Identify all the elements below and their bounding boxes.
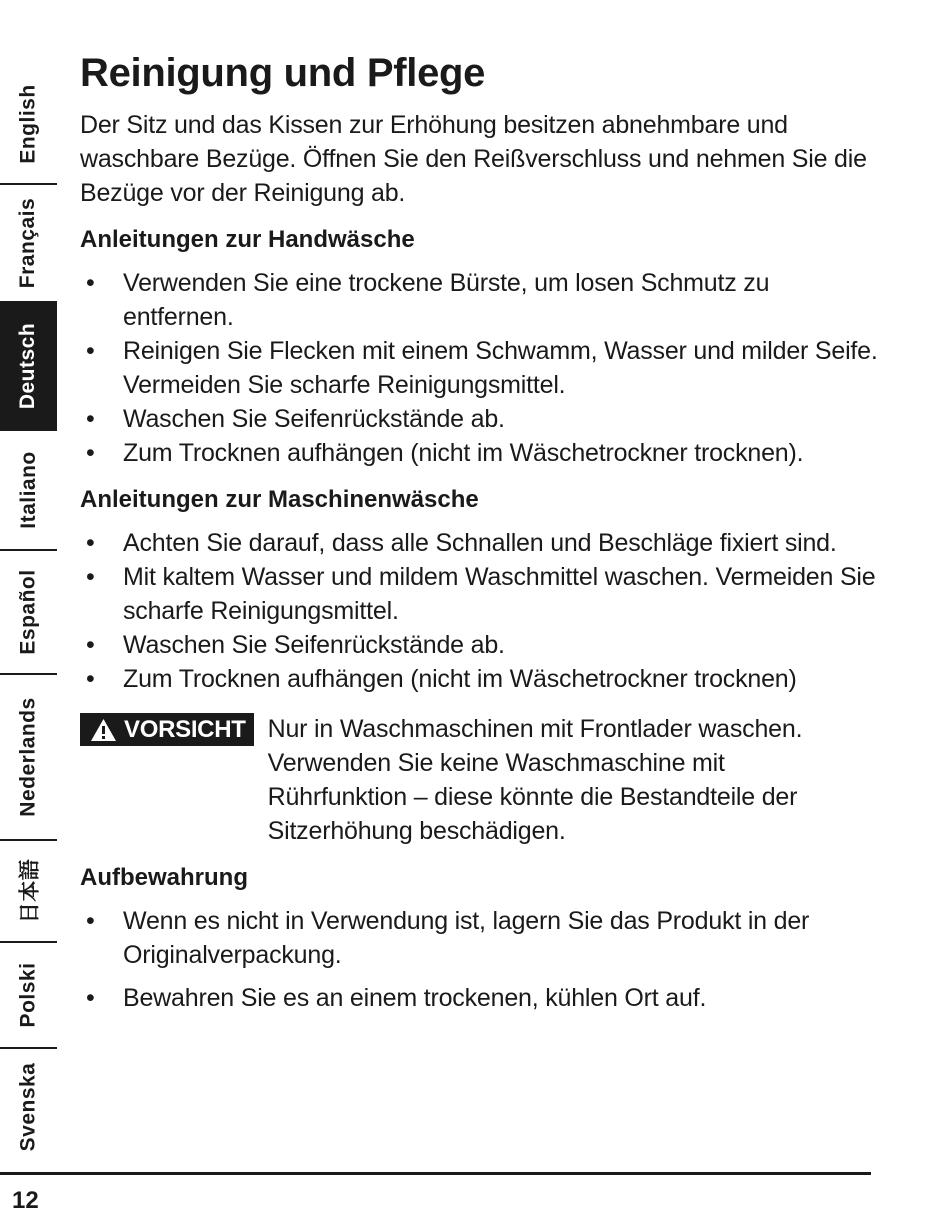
list-item-text: Achten Sie darauf, dass alle Schnallen und Beschläge fixiert sind.	[123, 529, 837, 557]
hand-wash-list	[80, 266, 880, 470]
storage-heading: Aufbewahrung	[80, 864, 248, 891]
language-tab-label: Español	[16, 569, 40, 655]
list-item	[80, 526, 880, 560]
language-tab-espanol[interactable]	[0, 551, 57, 675]
machine-wash-heading: Anleitungen zur Maschinenwäsche	[80, 486, 479, 513]
bullet: •	[86, 439, 95, 467]
storage-list	[80, 904, 880, 1015]
language-tab-label: Nederlands	[16, 697, 40, 817]
warning-triangle-icon	[90, 718, 117, 742]
language-tab-label: Svenska	[16, 1062, 40, 1152]
list-item	[80, 266, 880, 334]
language-tab-english[interactable]	[0, 65, 57, 185]
list-item	[80, 662, 880, 696]
language-tab-italiano[interactable]	[0, 431, 57, 551]
list-item	[80, 628, 880, 662]
bullet: •	[86, 529, 95, 557]
list-item-text: Zum Trocknen aufhängen (nicht im Wäschetrockner trocknen)	[123, 665, 797, 693]
caution-label: VORSICHT	[124, 715, 246, 743]
language-tab-label: English	[16, 84, 40, 164]
list-item	[80, 560, 880, 628]
machine-wash-list	[80, 526, 880, 696]
language-tab-japanese[interactable]	[0, 841, 57, 943]
list-item-text: Waschen Sie Seifenrückstände ab.	[123, 631, 505, 659]
language-tab-deutsch[interactable]	[0, 303, 57, 431]
list-item-text: Zum Trocknen aufhängen (nicht im Wäschetrockner trocknen).	[123, 439, 804, 467]
bullet: •	[86, 984, 95, 1012]
bullet: •	[86, 563, 95, 591]
language-tab-label: Italiano	[16, 451, 40, 529]
list-item	[80, 981, 880, 1015]
language-tab-label: 日本語	[18, 858, 42, 924]
bullet: •	[86, 269, 95, 297]
list-item	[80, 904, 880, 972]
list-item-text: Verwenden Sie eine trockene Bürste, um losen Schmutz zu entfernen.	[123, 269, 770, 331]
bullet: •	[86, 665, 95, 693]
bullet: •	[86, 337, 95, 365]
hand-wash-heading: Anleitungen zur Handwäsche	[80, 226, 415, 253]
footer-rule	[0, 1172, 871, 1175]
language-tab-nederlands[interactable]	[0, 675, 57, 841]
list-item	[80, 402, 880, 436]
intro-paragraph: Der Sitz und das Kissen zur Erhöhung besitzen abnehmbare und waschbare Bezüge. Öffnen Sie den Reißverschluss und nehmen Sie die Bezüge vor der Reinigung ab.	[80, 111, 867, 207]
language-tab-label: Français	[16, 197, 40, 289]
caution-text: Nur in Waschmaschinen mit Frontlader waschen. Verwenden Sie keine Waschmaschine mit Rührfunktion – diese könnte die Bestandteile der Sitzerhöhung beschädigen.	[267, 715, 803, 845]
page-number: 12	[12, 1187, 39, 1214]
list-item-text: Waschen Sie Seifenrückstände ab.	[123, 405, 505, 433]
list-item-text: Reinigen Sie Flecken mit einem Schwamm, Wasser und milder Seife. Vermeiden Sie scharfe Reinigungsmittel.	[123, 337, 878, 399]
list-item-text: Bewahren Sie es an einem trockenen, kühlen Ort auf.	[123, 984, 707, 1012]
language-tabs	[0, 65, 57, 1165]
main-content	[80, 48, 880, 1015]
bullet: •	[86, 907, 95, 935]
language-tab-svenska[interactable]	[0, 1049, 57, 1165]
caution-notice	[80, 712, 880, 848]
language-tab-polski[interactable]	[0, 943, 57, 1049]
bullet: •	[86, 631, 95, 659]
language-tab-label: Polski	[16, 962, 40, 1028]
caution-badge	[80, 713, 254, 746]
list-item	[80, 334, 880, 402]
list-item-text: Mit kaltem Wasser und mildem Waschmittel waschen. Vermeiden Sie scharfe Reinigungsmittel.	[123, 563, 876, 625]
list-item-text: Wenn es nicht in Verwendung ist, lagern Sie das Produkt in der Originalverpackung.	[123, 907, 810, 969]
bullet: •	[86, 405, 95, 433]
page-title: Reinigung und Pflege	[80, 51, 486, 95]
language-tab-francais[interactable]	[0, 185, 57, 303]
list-item	[80, 436, 880, 470]
language-tab-label: Deutsch	[16, 322, 40, 410]
